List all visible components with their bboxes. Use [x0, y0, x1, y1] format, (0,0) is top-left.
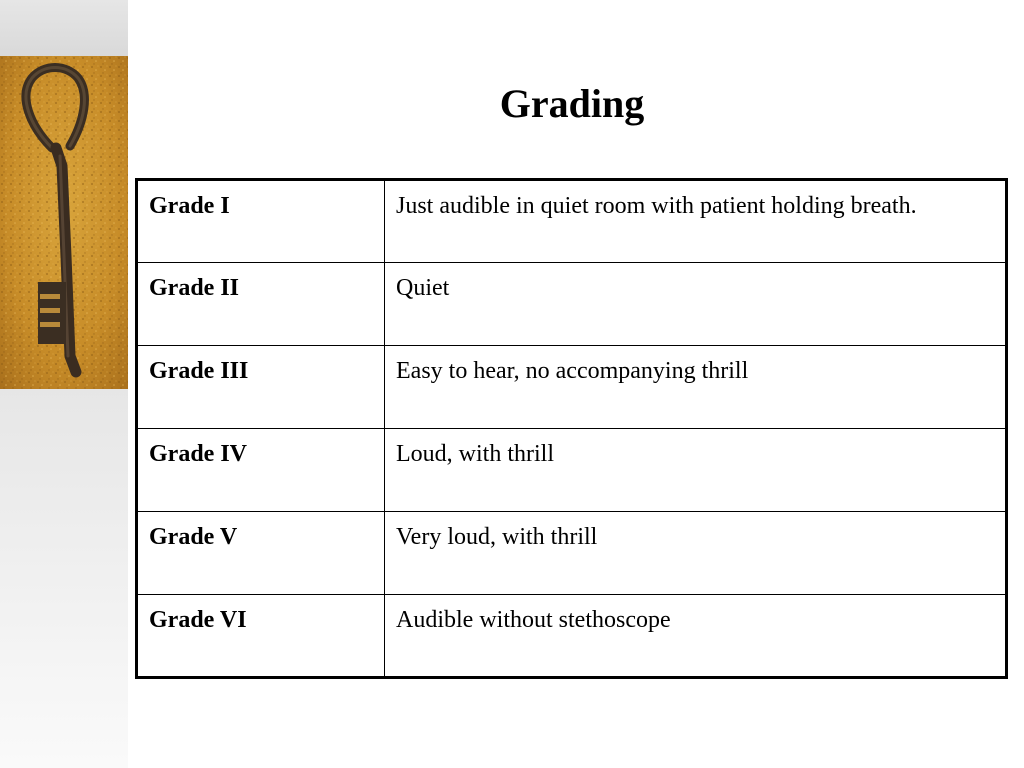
key-photo: [0, 56, 128, 389]
table-row: [137, 595, 1007, 678]
grade-cell: Grade IV: [137, 429, 385, 512]
table-row: [137, 512, 1007, 595]
grade-cell: Grade V: [137, 512, 385, 595]
grade-cell: Grade I: [137, 180, 385, 263]
description-cell: Easy to hear, no accompanying thrill: [385, 346, 1007, 429]
description-cell: Loud, with thrill: [385, 429, 1007, 512]
left-strip-top-band: [0, 0, 128, 56]
grading-table: [135, 178, 1008, 679]
table-row: [137, 346, 1007, 429]
slide-title: Grading: [499, 81, 645, 126]
table-row: [137, 263, 1007, 346]
description-cell: Audible without stethoscope: [385, 595, 1007, 678]
table-row: [137, 429, 1007, 512]
table-row: [137, 180, 1007, 263]
grade-cell: Grade III: [137, 346, 385, 429]
description-cell: Very loud, with thrill: [385, 512, 1007, 595]
grade-cell: Grade VI: [137, 595, 385, 678]
description-cell: Just audible in quiet room with patient holding breath.: [385, 180, 1007, 263]
grade-cell: Grade II: [137, 263, 385, 346]
description-cell: Quiet: [385, 263, 1007, 346]
